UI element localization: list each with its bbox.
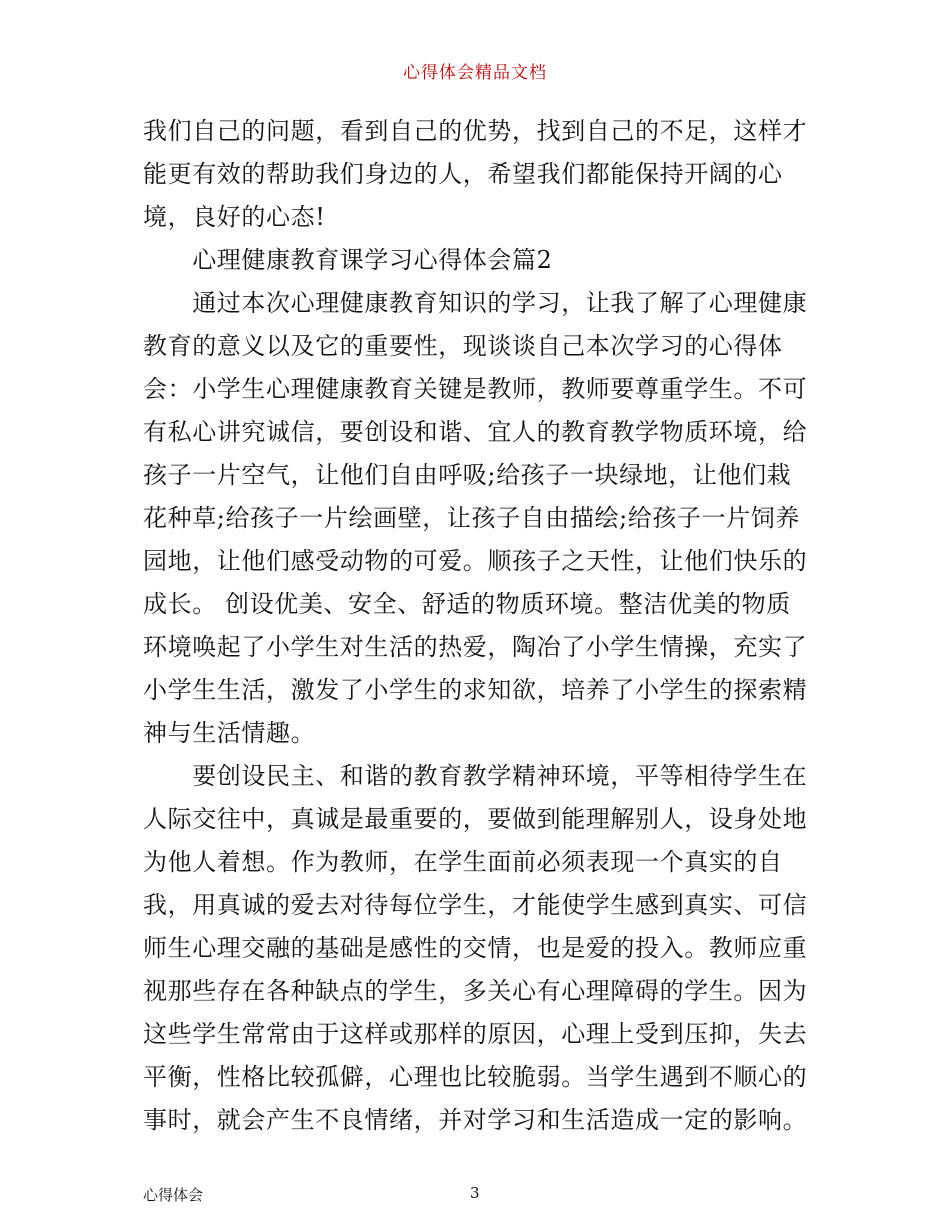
- text-line: 园地，让他们感受动物的可爱。顺孩子之天性，让他们快乐的: [143, 547, 808, 575]
- text-line: 我，用真诚的爱去对待每位学生，才能使学生感到真实、可信: [143, 891, 808, 919]
- text-line: 我们自己的问题，看到自己的优势，找到自己的不足，这样才: [143, 117, 808, 145]
- page-header-title: 心得体会精品文档: [403, 63, 547, 83]
- text-line: 境，良好的心态!: [143, 203, 326, 231]
- page-number: 3: [470, 1184, 480, 1202]
- text-line: 成长。 创设优美、安全、舒适的物质环境。整洁优美的物质: [143, 590, 791, 618]
- text-line: 神与生活情趣。: [143, 719, 316, 747]
- text-line: 有私心讲究诚信，要创设和谐、宜人的教育教学物质环境，给: [143, 418, 808, 446]
- page-footer: [0, 1184, 950, 1206]
- text-line: 会：小学生心理健康教育关键是教师，教师要尊重学生。不可: [143, 375, 808, 403]
- text-line: 通过本次心理健康教育知识的学习，让我了解了心理健康: [143, 289, 808, 317]
- text-line: 事时，就会产生不良情绪，并对学习和生活造成一定的影响。: [143, 1106, 808, 1134]
- text-line: 为他人着想。作为教师，在学生面前必须表现一个真实的自: [143, 848, 783, 876]
- footer-label: 心得体会: [143, 1186, 204, 1204]
- text-line: 师生心理交融的基础是感性的交情，也是爱的投入。教师应重: [143, 934, 808, 962]
- section-heading: 心理健康教育课学习心得体会篇2: [143, 246, 553, 274]
- text-line: 要创设民主、和谐的教育教学精神环境，平等相待学生在: [143, 762, 808, 790]
- text-line: 人际交往中，真诚是最重要的，要做到能理解别人，设身处地: [143, 805, 808, 833]
- text-line: 平衡，性格比较孤僻，心理也比较脆弱。当学生遇到不顺心的: [143, 1063, 808, 1091]
- text-line: 视那些存在各种缺点的学生，多关心有心理障碍的学生。因为: [143, 977, 808, 1005]
- text-line: 教育的意义以及它的重要性，现谈谈自己本次学习的心得体: [143, 332, 783, 360]
- text-line: 环境唤起了小学生对生活的热爱，陶冶了小学生情操，充实了: [143, 633, 808, 661]
- text-line: 这些学生常常由于这样或那样的原因，心理上受到压抑，失去: [143, 1020, 808, 1048]
- text-line: 能更有效的帮助我们身边的人，希望我们都能保持开阔的心: [143, 160, 783, 188]
- text-line: 孩子一片空气，让他们自由呼吸;给孩子一块绿地，让他们栽: [143, 461, 792, 489]
- document-body: [143, 110, 818, 1142]
- text-line: 花种草;给孩子一片绘画壁，让孩子自由描绘;给孩子一片饲养: [143, 504, 800, 532]
- text-line: 小学生生活，激发了小学生的求知欲，培养了小学生的探索精: [143, 676, 808, 704]
